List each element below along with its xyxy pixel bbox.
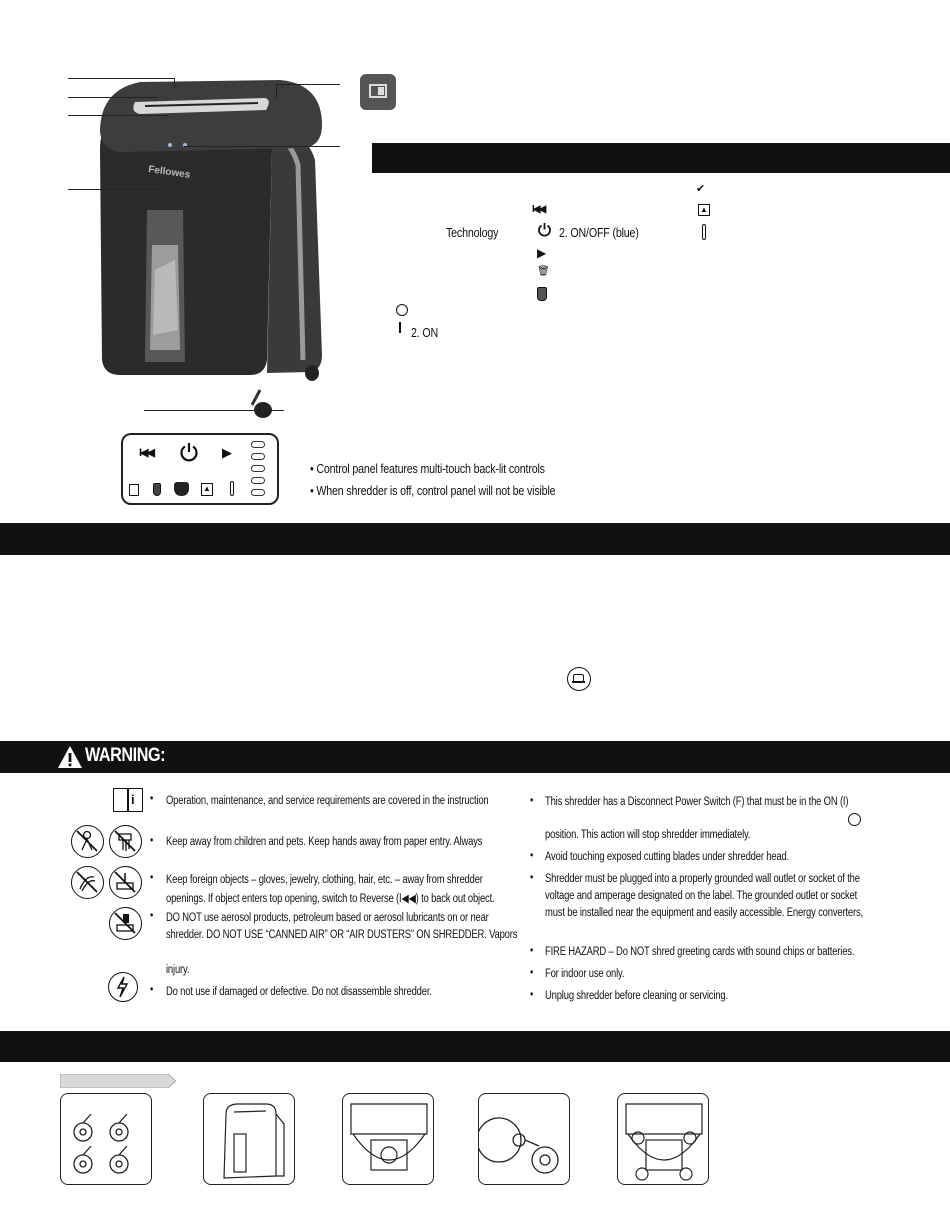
- bin-full-icon: 🗑: [537, 266, 550, 277]
- reverse-icon: I◀◀: [532, 204, 545, 215]
- technology-label: Technology: [446, 225, 499, 240]
- warning-bullet: •: [150, 984, 154, 996]
- off-symbol-icon: [848, 813, 861, 826]
- callout-line-d: [68, 189, 158, 190]
- warning-right-item-2: Avoid touching exposed cutting blades under shredder head.: [545, 851, 790, 863]
- warning-bullet: •: [150, 793, 154, 805]
- warning-triangle-icon: [57, 745, 83, 769]
- power-icon: [537, 222, 552, 237]
- warning-right-item-3b: voltage and amperage designated on the label. The grounded outlet or socket: [545, 890, 858, 902]
- paper-jam-icon: [537, 287, 547, 301]
- warning-right-item-5: For indoor use only.: [545, 968, 625, 980]
- callout-line-g: [144, 410, 284, 411]
- step-arrow: [60, 1074, 176, 1088]
- panel-led-3: [251, 465, 265, 472]
- setup-step-casters: [60, 1093, 152, 1185]
- on-symbol-icon: [399, 322, 401, 333]
- disconnect-switch-icon: [360, 74, 396, 110]
- setup-step-caster-insert: [478, 1093, 570, 1185]
- panel-led-2: [251, 453, 265, 460]
- warning-right-item-4: FIRE HAZARD – Do NOT shred greeting cards with sound chips or batteries.: [545, 946, 855, 958]
- panel-power-icon: [179, 442, 199, 462]
- panel-led-4: [251, 477, 265, 484]
- warning-right-item-3c: must be installed near the equipment and easily accessible. Energy converters,: [545, 907, 863, 919]
- electrical-hazard-icon: [108, 972, 138, 1002]
- warning-bullet: •: [150, 835, 154, 847]
- no-aerosol-icon: [109, 907, 142, 940]
- panel-led-1: [251, 441, 265, 448]
- warning-bullet: •: [530, 967, 534, 979]
- setup-step-shredder: [203, 1093, 295, 1185]
- setup-step-base-view-2: [617, 1093, 709, 1185]
- product-header-band: [372, 143, 950, 173]
- warning-left-item-5: Do not use if damaged or defective. Do not disassemble shredder.: [166, 986, 432, 998]
- no-children-icon: [71, 825, 104, 858]
- warning-bullet: •: [150, 872, 154, 884]
- warning-left-item-3a: Keep foreign objects – gloves, jewelry, clothing, hair, etc. – away from shredder: [166, 874, 483, 886]
- overheat-icon: [702, 224, 706, 240]
- door-open-icon: ▲: [698, 204, 710, 216]
- safelock-icon: ✔: [696, 183, 706, 195]
- power-label: 2. ON/OFF (blue): [559, 225, 639, 240]
- warning-bullet: •: [150, 910, 154, 922]
- panel-led-5: [251, 489, 265, 496]
- warning-bullet: •: [530, 795, 534, 807]
- callout-line-a: [68, 78, 174, 79]
- warning-bullet: •: [530, 850, 534, 862]
- off-symbol-icon: [396, 304, 408, 316]
- control-panel-note-2: • When shredder is off, control panel will not be visible: [310, 483, 556, 498]
- callout-line-e-drop: [276, 84, 277, 98]
- warning-right-item-3a: Shredder must be plugged into a properly grounded wall outlet or socket of the: [545, 873, 860, 885]
- warning-left-item-3b: openings. If object enters top opening, switch to Reverse (I◀◀) to back out object.: [166, 893, 495, 905]
- warning-bullet: •: [530, 872, 534, 884]
- warning-right-item-1b: position. This action will stop shredder immediately.: [545, 829, 751, 841]
- warning-left-item-2: Keep away from children and pets. Keep hands away from paper entry. Always: [166, 836, 483, 848]
- control-panel-note-1: • Control panel features multi-touch back-lit controls: [310, 461, 545, 476]
- callout-line-e: [276, 84, 340, 85]
- callout-line-f: [184, 146, 340, 147]
- section-band-2: [0, 523, 950, 555]
- warning-right-item-6: Unplug shredder before cleaning or servicing.: [545, 990, 728, 1002]
- warning-bullet: •: [530, 989, 534, 1001]
- panel-overheat-icon: [230, 481, 234, 496]
- callout-line-c: [68, 115, 168, 116]
- switch-on-label: 2. ON: [411, 325, 439, 340]
- warning-title: WARNING:: [85, 745, 166, 766]
- warning-bullet: •: [530, 945, 534, 957]
- manual-info-icon: i: [113, 788, 143, 812]
- no-hands-icon: [109, 825, 142, 858]
- shredder-capacity-icon: [567, 667, 591, 691]
- panel-forward-icon: ▶: [222, 445, 232, 460]
- panel-safelock-icon: [174, 482, 189, 496]
- warning-left-item-4b: shredder. DO NOT USE “CANNED AIR” OR “AIR DUSTERS” ON SHREDDER. Vapors: [166, 929, 518, 941]
- panel-reverse-icon: I◀◀: [139, 447, 153, 459]
- shredder-illustration: [60, 70, 360, 430]
- forward-icon: ▶: [537, 246, 547, 260]
- warning-left-item-4a: DO NOT use aerosol products, petroleum based or aerosol lubricants on or near: [166, 912, 489, 924]
- panel-bin-icon: [129, 484, 139, 496]
- control-panel-diagram: [121, 433, 279, 505]
- callout-line-a-drop: [174, 78, 175, 88]
- no-hair-icon: [71, 866, 104, 899]
- svg-text:Fellowes: Fellowes: [147, 164, 191, 181]
- warning-left-item-4c: injury.: [166, 964, 190, 976]
- setup-step-base-view-1: [342, 1093, 434, 1185]
- setup-band: [0, 1031, 950, 1062]
- callout-line-b: [68, 97, 158, 98]
- panel-jam-icon: [153, 483, 161, 496]
- panel-door-icon: ▲: [201, 483, 213, 496]
- warning-right-item-1a: This shredder has a Disconnect Power Switch (F) that must be in the ON (I): [545, 796, 849, 808]
- no-foreign-objects-icon: [109, 866, 142, 899]
- warning-left-item-1: Operation, maintenance, and service requirements are covered in the instruction: [166, 795, 489, 807]
